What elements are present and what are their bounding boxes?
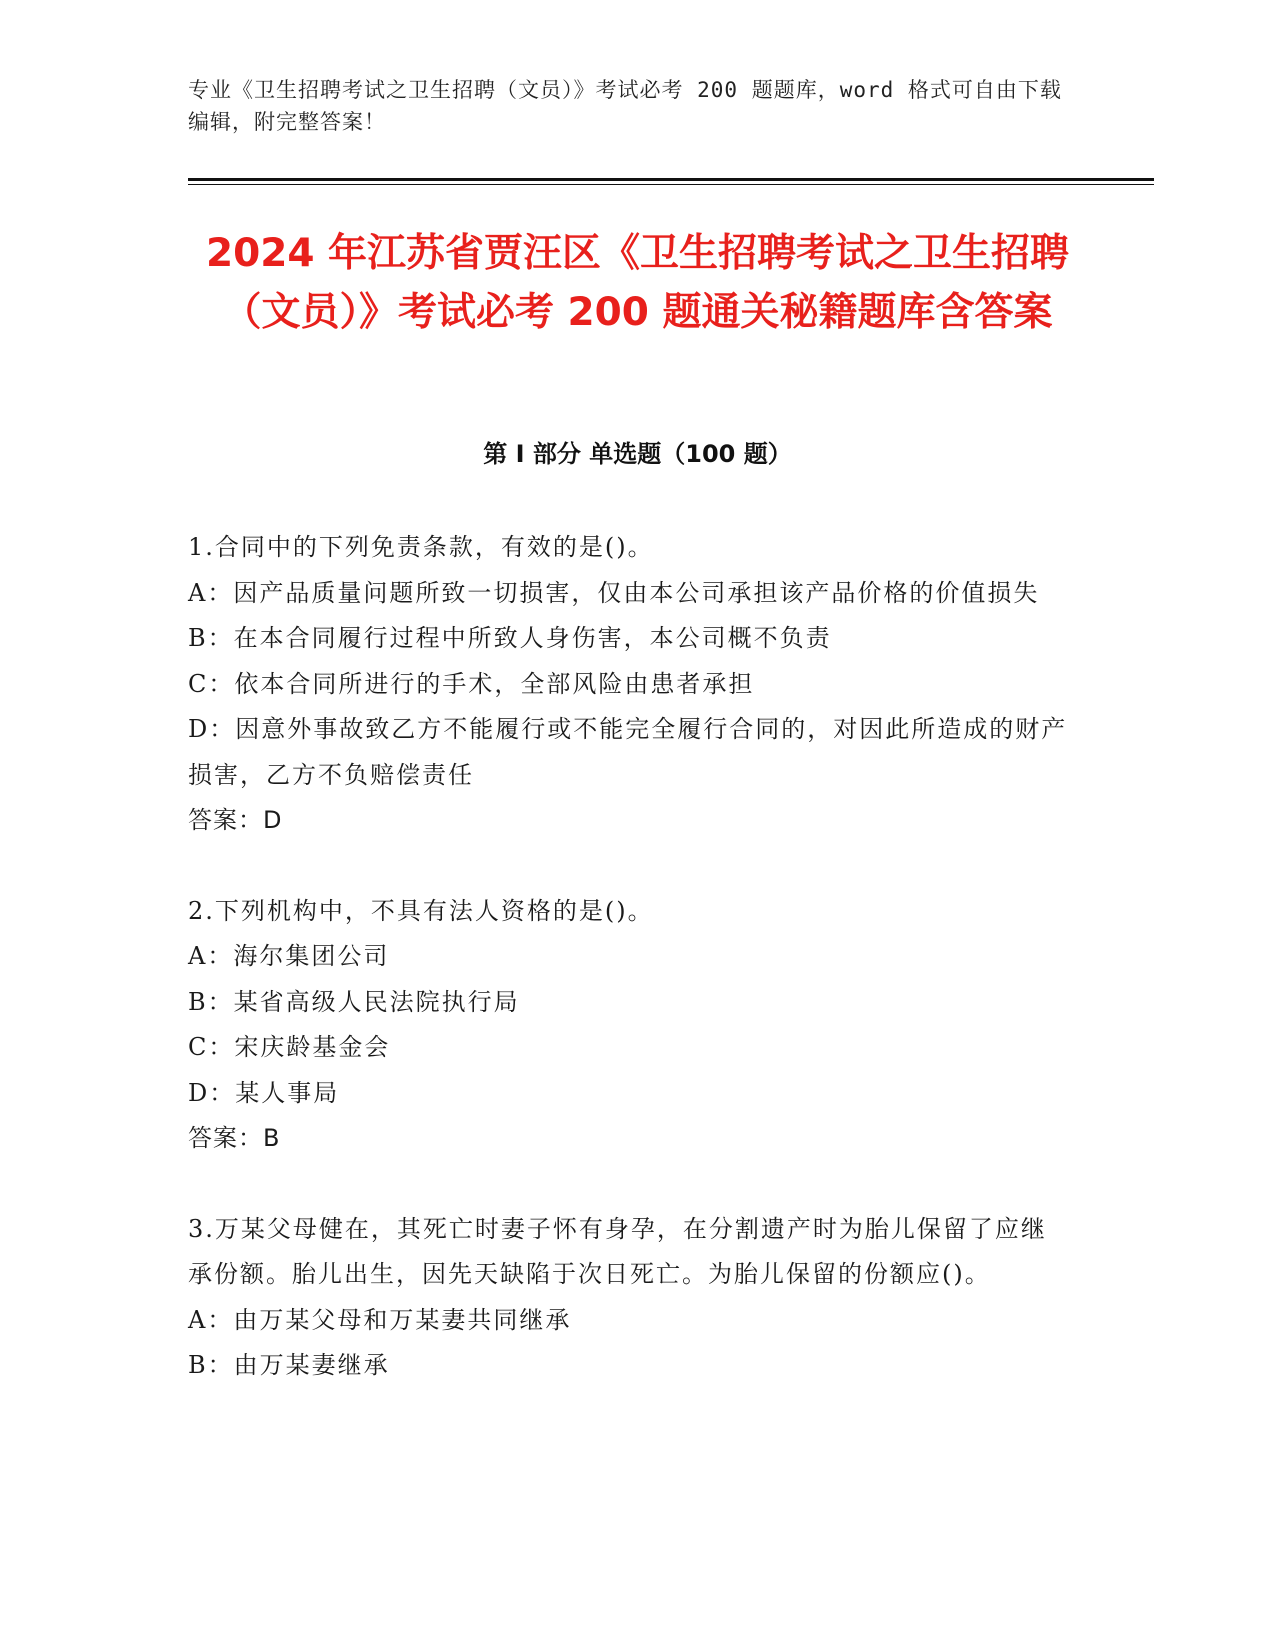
option-c: C：宋庆龄基金会 (188, 1033, 391, 1061)
option-a: A：因产品质量问题所致一切损害，仅由本公司承担该产品价格的价值损失 (188, 578, 1040, 607)
header-rule-thick (188, 178, 1154, 181)
option-c: C：依本合同所进行的手术，全部风险由患者承担 (188, 669, 755, 698)
option-d: D：因意外事故致乙方不能履行或不能完全履行合同的，对因此所造成的财产损害，乙方不负赔偿责任 (188, 715, 1068, 789)
question-2 (188, 889, 1068, 1162)
document-title: 2024 年江苏省贾汪区《卫生招聘考试之卫生招聘（文员）》考试必考 200 题通关秘籍题库含答案 (205, 231, 1070, 335)
question-list (188, 525, 1068, 1389)
question-stem: 1.合同中的下列免责条款，有效的是()。 (188, 533, 654, 561)
option-d: D：某人事局 (188, 1078, 340, 1107)
question-1 (188, 525, 1068, 844)
option-a: A：由万某父母和万某妻共同继承 (188, 1305, 572, 1334)
answer: 答案：B (188, 1124, 281, 1152)
section-title: 第 I 部分 单选题（100 题） (483, 440, 792, 468)
option-b: B：在本合同履行过程中所致人身伤害，本公司概不负责 (188, 624, 832, 652)
option-b: B：由万某妻继承 (188, 1351, 390, 1379)
question-stem: 2.下列机构中，不具有法人资格的是()。 (188, 896, 654, 925)
question-stem: 3.万某父母健在，其死亡时妻子怀有身孕，在分割遗产时为胎儿保留了应继承份额。胎儿出生，因先天缺陷于次日死亡。为胎儿保留的份额应()。 (188, 1214, 1047, 1288)
option-b: B：某省高级人民法院执行局 (188, 987, 520, 1016)
header-note: 专业《卫生招聘考试之卫生招聘（文员）》考试必考 200 题题库，word 格式可自由下载编辑，附完整答案！ (188, 78, 1062, 134)
answer: 答案：D (188, 806, 283, 834)
option-a: A：海尔集团公司 (188, 942, 390, 970)
question-3 (188, 1207, 1068, 1389)
header-rule-thin (188, 184, 1154, 185)
